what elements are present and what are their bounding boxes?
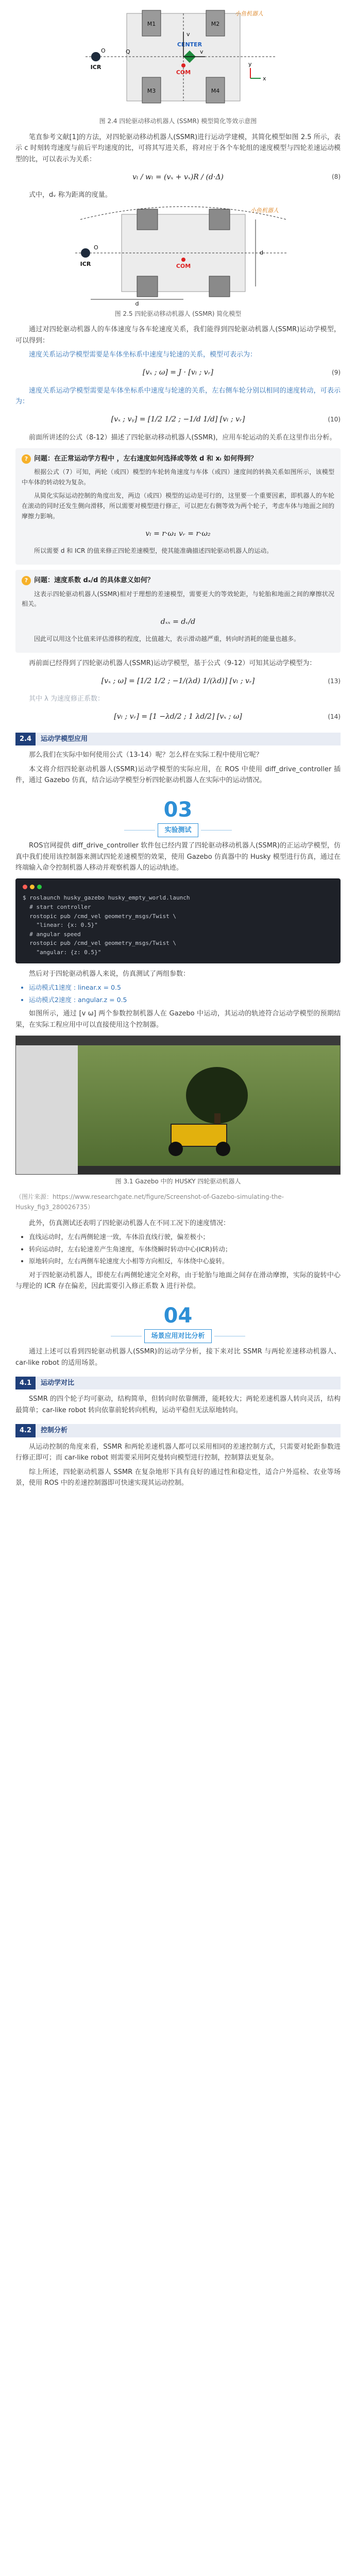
maximize-dot-icon — [37, 885, 42, 889]
paragraph: 通过上述可以看到四轮驱动机器人(SSMR)的运动学分析，接下来对比 SSMR 与两轮差速移动机器人、car-like robot 的适用场景。 — [15, 1348, 341, 1367]
paragraph: 然后对于四轮驱动机器人来说，仿真测试了两组参数： — [29, 970, 190, 978]
chapter-title: 实验测试 — [158, 823, 198, 837]
equation — [15, 366, 341, 380]
brand-mark: 小鱼机器人 — [234, 10, 263, 17]
equation-body: dₓₓ = dᵥ/d — [160, 617, 196, 626]
bullet-list — [29, 982, 341, 1005]
paragraph: 速度关系运动学模型需要是车体坐标系中速度与轮速的关系，左右侧车轮分别以相同的速度转动，可表示为： — [15, 386, 341, 406]
section-title: 控制分析 — [36, 1424, 341, 1437]
paragraph: 所以需要 d 和 ICR 的值来修正四轮差速模型，使其能准确描述四轮驱动机器人的运动。 — [34, 547, 273, 555]
code-line: rostopic pub /cmd_vel geometry_msgs/Twist \ — [23, 940, 177, 947]
paragraph: 本文将介绍四轮驱动机器人(SSMR)运动学模型的实际应用，在 ROS 中使用 diff_drive_controller 插件，通过 Gazebo 仿真，结合运动学模型分析四轮驱动机器人在实际中的运动情况。 — [15, 765, 341, 785]
figure-caption: 图 2.5 四轮驱动移动机器人 (SSMR) 简化模型 — [114, 310, 242, 317]
paragraph: 综上所述，四轮驱动机器人 SSMR 在复杂地形下具有良好的通过性和稳定性，适合户外巡检、农业等场景，使用 ROS 中的差速控制器即可快速实现其运动控制。 — [15, 1468, 341, 1487]
label-m4: M4 — [211, 88, 219, 94]
label-o: O — [100, 47, 106, 54]
code-line: $ roslaunch husky_gazebo husky_empty_world.launch — [23, 894, 190, 902]
section-heading — [15, 733, 341, 745]
equation-number: (10) — [328, 415, 341, 423]
code-line: "angular: {z: 0.5}" — [23, 948, 101, 956]
equation — [15, 674, 341, 688]
label-com: COM — [176, 262, 191, 269]
label-vx: v — [199, 48, 204, 55]
label-vy: v — [186, 31, 190, 38]
label-m1: M1 — [147, 21, 156, 27]
label-icr: ICR — [90, 64, 101, 71]
code-line: # angular speed — [23, 930, 81, 938]
robot-wheel — [168, 1142, 183, 1156]
section-heading — [15, 1377, 341, 1389]
label-m2: M2 — [211, 21, 219, 27]
label-q: Q — [125, 48, 130, 55]
paragraph: 这表示四轮驱动机器人(SSMR)相对于理想的差速模型，需要更大的等效轮距，与轮胎和地面之间的摩擦状况相关。 — [22, 590, 334, 608]
paragraph: ROS官网提供 diff_drive_controller 软件包已经内置了四轮驱动移动机器人(SSMR)的正运动学模型，仿真中我们使用该控制器来测试四轮差速模型的效果，使用 Gazebo 仿真器中的 Husky 模型进行仿真，通过在终端输入命令控制机器人移动并观察机器人的运动轨迹。 — [15, 842, 341, 872]
chapter-heading — [15, 1304, 341, 1343]
equation — [22, 527, 334, 541]
label-dy: d — [259, 249, 263, 256]
terminal-code-block — [15, 878, 341, 963]
gazebo-status-bar — [78, 1166, 340, 1174]
equation-body: vₗ / wₗ = (vₓ + vₓ)R / (d·Δ) — [132, 173, 224, 181]
paragraph: 通过对四轮驱动机器人的车体速度与各车轮速度关系，我们能得到四轮驱动机器人(SSMR)运动学模型，可以得到： — [15, 326, 341, 345]
equation-number: (9) — [332, 368, 341, 376]
section-title: 运动学对比 — [36, 1377, 341, 1389]
label-center: CENTER — [177, 41, 202, 48]
paragraph: 再前面已经得到了四轮驱动机器人(SSMR)运动学模型，基于公式（9-12）可知其运动学模型为： — [29, 659, 316, 668]
paragraph: 其中 λ 为速度修正系数： — [29, 695, 104, 703]
paragraph: 根据公式（7）可知，两轮（或四）模型的车轮转角速度与车体（或四）速度间的转换关系如图所示，该模型中车体的转动较为复杂。 — [22, 468, 334, 486]
paragraph: 此外，仿真测试还表明了四轮驱动机器人在不同工况下的速度情况： — [29, 1219, 230, 1227]
minimize-dot-icon — [30, 885, 35, 889]
figure-caption: 图 3.1 Gazebo 中的 HUSKY 四轮驱动机器人 — [115, 1178, 241, 1185]
brand-mark: 小鱼机器人 — [250, 207, 279, 214]
paragraph: 笔直参考文献[1]的方法，对四轮驱动移动机器人(SSMR)进行运动学建模，其简化模型如图 2.5 所示，表示 c 时刻转弯速度与前后平均速度的比，可将其写进关系，将对应于各个车轮组的速度模型与四轮差速运动模型的比，可以表示为关系： — [15, 133, 341, 163]
gazebo-side-panel — [16, 1045, 78, 1174]
equation — [15, 170, 341, 184]
equation-number: (8) — [332, 173, 341, 181]
paragraph: 如图所示，通过 [v ω] 两个参数控制机器人在 Gazebo 中运动，其运动的轨迹符合运动学模型的预期结果，在实际工程应用中可以直接使用这个控制器。 — [15, 1010, 341, 1029]
section-number: 4.1 — [15, 1377, 36, 1389]
label-dx: d — [135, 300, 139, 307]
paragraph: 速度关系运动学模型需要是车体坐标系中速度与轮速的关系，模型可表示为： — [29, 351, 257, 359]
code-line: rostopic pub /cmd_vel geometry_msgs/Twist \ — [23, 912, 177, 920]
figure-caption: 图 2.4 四轮驱动移动机器人 (SSMR) 模型简化等效示意图 — [99, 117, 257, 125]
question-title: 问题：在正常运动学方程中 ，左右速度如何选择或等效 d 和 xₗ 如何得到？ — [34, 454, 258, 463]
label-com: COM — [176, 69, 191, 76]
chapter-number: 03 — [163, 798, 193, 822]
list-item: • 原地转向时，左右两侧车轮速度大小相等方向相反，车体绕中心旋转。 — [29, 1256, 341, 1267]
equation — [22, 615, 334, 629]
label-y: y — [248, 61, 252, 67]
question-title: 问题：速度系数 dₓ/d 的具体意义如何？ — [34, 577, 154, 585]
equation — [15, 710, 341, 724]
equation-number: (13) — [328, 677, 341, 685]
equation-number: (14) — [328, 713, 341, 720]
label-icr: ICR — [80, 260, 91, 267]
code-line: # start controller — [23, 903, 91, 910]
close-dot-icon — [23, 885, 27, 889]
section-heading — [15, 1424, 341, 1437]
paragraph: 那么我们在实际中如何使用公式（13-14）呢？怎么样在实际工程中使用它呢？ — [29, 751, 263, 759]
figure-source: （图片来源：https://www.researchgate.net/figure/Screenshot-of-Gazebo-simulating-the-Husky_fig3_280026735） — [15, 1193, 284, 1211]
robot-wheel — [216, 1142, 230, 1156]
label-o: O — [93, 244, 98, 251]
section-number: 2.4 — [15, 733, 36, 745]
window-controls — [23, 885, 333, 889]
equation-body: [vₓ ; ω] = J · [vₗ ; vᵣ] — [142, 368, 214, 377]
paragraph: 从运动控制的角度来看，SSMR 和两轮差速机器人都可以采用相同的差速控制方式，只需要对轮距参数进行修正即可；而 car-like robot 则需要采用阿克曼转向模型进行控制，控制算法更复杂。 — [15, 1443, 341, 1462]
figure-ssmr-top-view — [70, 6, 286, 114]
equation — [15, 413, 341, 427]
list-item: • 运动模式1速度 : linear.x = 0.5 — [29, 982, 341, 993]
question-icon: ? — [22, 454, 31, 464]
equation-body: [vₓ ; vᵧ] = [1/2 1/2 ; −1/d 1/d] [vₗ ; vᵣ] — [111, 415, 245, 423]
gazebo-screenshot — [15, 1036, 341, 1175]
question-box — [15, 448, 341, 565]
paragraph: 从简化实际运动控制的角度出发，两边（或四）模型的运动是可行的，这里要一个重要因素，即机器人的车轮在滚动的同时还发生侧向滑移，所以需要对模型进行修正，可以把左右侧等效为两个轮子，考虑车体与地面之间的摩擦力影响。 — [22, 492, 334, 520]
label-x: x — [262, 75, 266, 82]
gazebo-toolbar — [16, 1036, 340, 1045]
list-item: • 运动模式2速度 : angular.z = 0.5 — [29, 995, 341, 1006]
list-item: • 转向运动时，左右轮速差产生角速度，车体绕瞬时转动中心(ICR)转动； — [29, 1244, 341, 1255]
section-number: 4.2 — [15, 1424, 36, 1437]
paragraph: 前面所讲述的公式（8-12）描述了四轮驱动移动机器人(SSMR)，应用车轮运动的关系在这里作出分析。 — [29, 433, 336, 442]
paragraph: 对于四轮驱动机器人，即使左右两侧轮速完全对称，由于轮胎与地面之间存在滑动摩擦，实际的旋转中心与理论的 ICR 存在偏差，因此需要引入修正系数 λ 进行补偿。 — [15, 1271, 341, 1291]
figure-ssmr-simplified — [60, 204, 297, 307]
equation-body: [vₓ ; ω] = [1/2 1/2 ; −1/(λd) 1/(λd)] [vₗ ; vᵣ] — [101, 676, 255, 685]
question-box — [15, 570, 341, 653]
paragraph: SSMR 的四个轮子均可驱动，结构简单，但转向时依靠侧滑，能耗较大；两轮差速机器人转向灵活，结构最简单；car-like robot 转向依靠前轮转向机构，运动平稳但无法原地转向。 — [15, 1395, 341, 1414]
list-item: • 直线运动时，左右两侧轮速一致，车体沿直线行驶，偏差极小； — [29, 1232, 341, 1243]
paragraph: 因此可以用这个比值来评估滑移的程度，比值越大，表示滑动越严重，转向时消耗的能量也越多。 — [34, 635, 300, 643]
label-m3: M3 — [147, 88, 156, 94]
chapter-heading — [15, 799, 341, 837]
paragraph: 式中，dᵥ 称为距离的度量。 — [29, 191, 112, 199]
question-icon: ? — [22, 576, 31, 585]
bullet-list — [29, 1232, 341, 1267]
equation-body: [vₗ ; vᵣ] = [1 −λd/2 ; 1 λd/2] [vₓ ; ω] — [114, 713, 242, 721]
chapter-title: 场景应用对比分析 — [144, 1329, 211, 1343]
section-title: 运动学模型应用 — [36, 733, 341, 745]
equation-body: vₗ = r·ω₁ vᵣ = r·ω₂ — [145, 529, 211, 538]
code-line: "linear: {x: 0.5}" — [23, 922, 98, 929]
chapter-number: 04 — [163, 1303, 193, 1328]
